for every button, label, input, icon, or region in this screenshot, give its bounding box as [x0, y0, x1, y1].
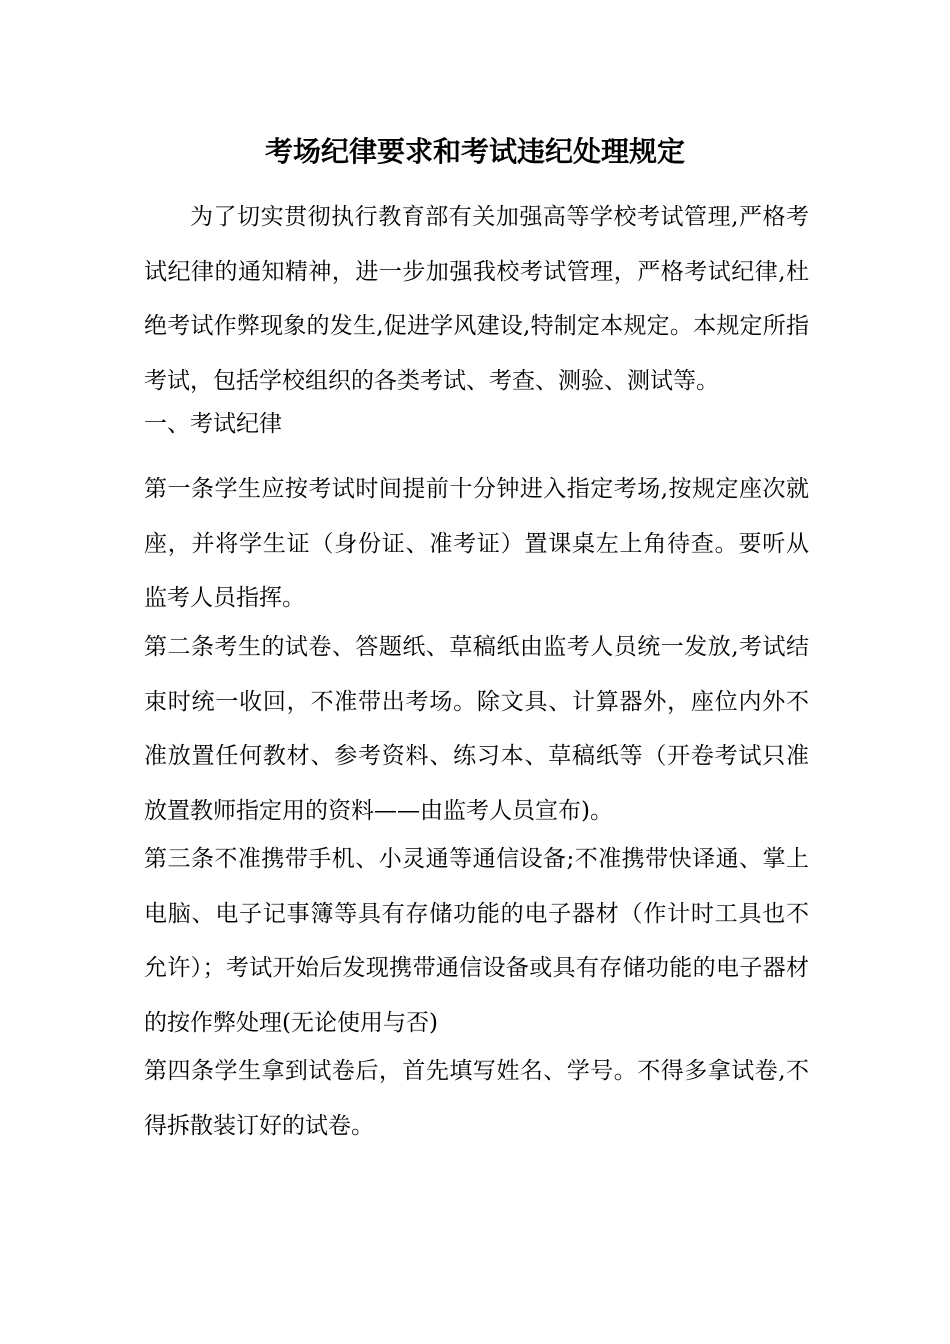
article-paragraph: 第四条学生拿到试卷后，首先填写姓名、学号。不得多拿试卷,不得拆散装订好的试卷。	[144, 1058, 809, 1139]
article-paragraph: 第一条学生应按考试时间提前十分钟进入指定考场,按规定座次就座，并将学生证（身份证、准考证）置课桌左上角待查。要听从监考人员指挥。	[144, 476, 809, 611]
section-heading: 一、考试纪律	[144, 411, 282, 437]
article-paragraph: 第二条考生的试卷、答题纸、草稿纸由监考人员统一发放,考试结束时统一收回，不准带出考场。除文具、计算器外，座位内外不准放置任何教材、参考资料、练习本、草稿纸等（开卷考试只准放置教师指定用的资料——由监考人员宣布)。	[144, 634, 809, 824]
article-paragraph: 第三条不准携带手机、小灵通等通信设备;不准携带快译通、掌上电脑、电子记事簿等具有存储功能的电子器材（作计时工具也不允许）；考试开始后发现携带通信设备或具有存储功能的电子器材的按作弊处理(无论使用与否)	[144, 846, 809, 1036]
document-title: 考场纪律要求和考试违纪处理规定	[264, 135, 685, 168]
intro-paragraph: 为了切实贯彻执行教育部有关加强高等学校考试管理,严格考试纪律的通知精神，进一步加强我校考试管理，严格考试纪律,杜绝考试作弊现象的发生,促进学风建设,特制定本规定。本规定所指考试，包括学校组织的各类考试、考查、测验、测试等。	[144, 204, 809, 394]
